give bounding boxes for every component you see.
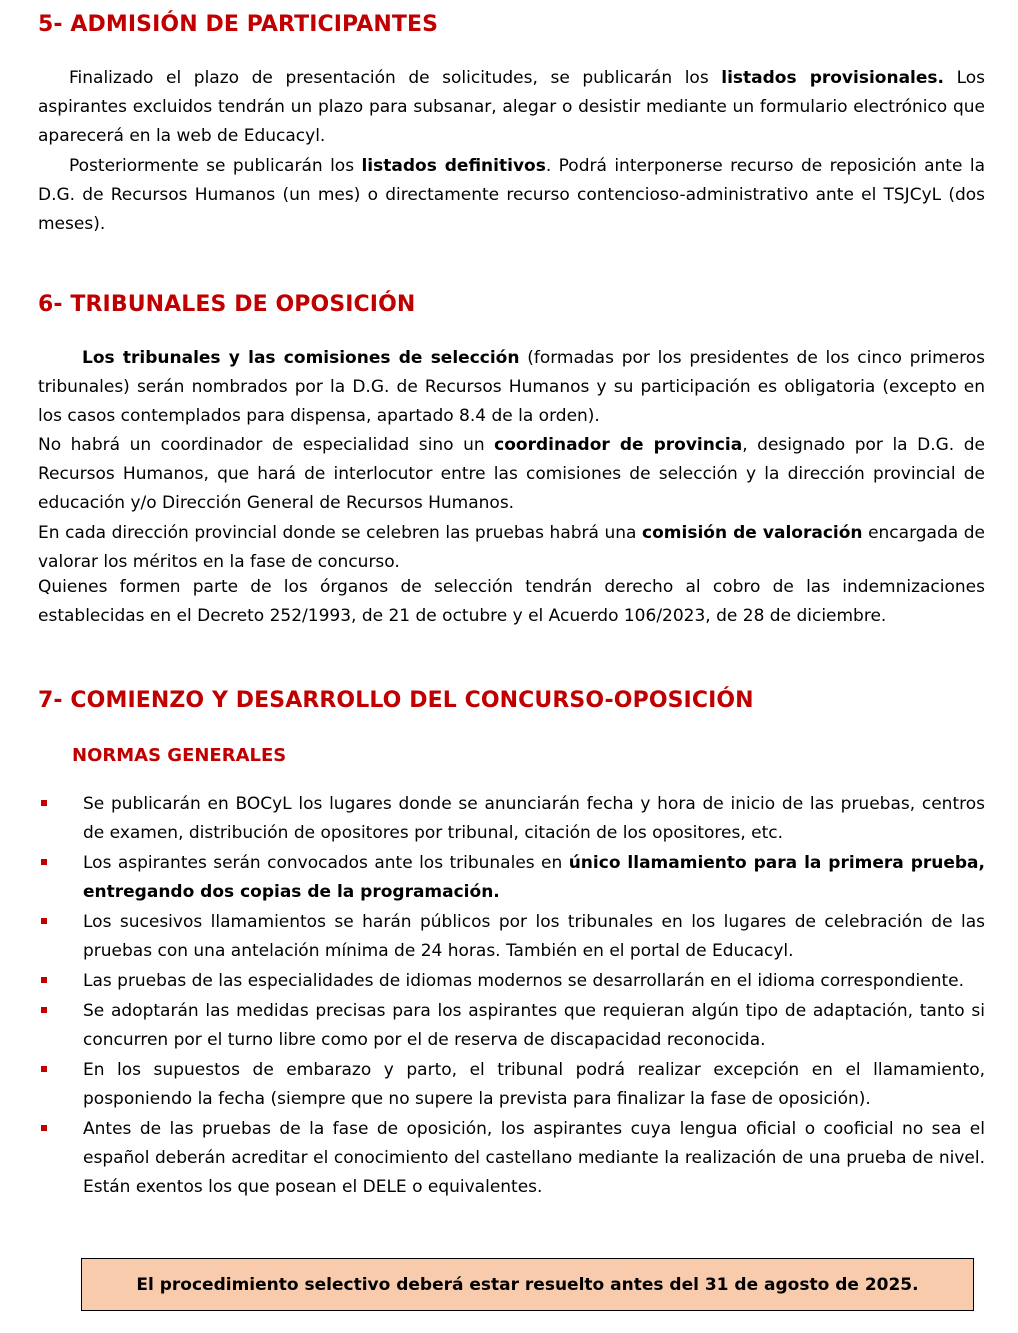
bold-text: único llamamiento para la primera prueba, entregando dos copias de la programación. — [83, 853, 985, 902]
section-5-title: 5- ADMISIÓN DE PARTICIPANTES — [38, 12, 439, 37]
list-item-text: Los sucesivos llamamientos se harán públicos por los tribunales en los lugares de celebración de las pruebas con una antelación mínima de 24 horas. También en el portal de Educacyl. — [83, 912, 985, 961]
list-item-text: Las pruebas de las especialidades de idiomas modernos se desarrollarán en el idioma correspondiente. — [83, 971, 965, 991]
list-item-text: En los supuestos de embarazo y parto, el tribunal podrá realizar excepción en el llamamiento, posponiendo la fecha (siempre que no supere la prevista para finalizar la fase de oposición). — [83, 1060, 985, 1109]
square-bullet-icon — [41, 1007, 47, 1013]
section-7-title: 7- COMIENZO Y DESARROLLO DEL CONCURSO-OPOSICIÓN — [38, 688, 754, 713]
square-bullet-icon — [41, 1066, 47, 1072]
section-6-title: 6- TRIBUNALES DE OPOSICIÓN — [38, 292, 416, 317]
text-run: . Podrá interponerse recurso de reposición ante la D.G. de Recursos Humanos (un mes) o directamente recurso contencioso-administrativo ante el TSJCyL (dos meses). — [38, 156, 985, 234]
bold-text: Los tribunales y las comisiones de selección — [82, 348, 520, 368]
square-bullet-icon — [41, 977, 47, 983]
text-run: En cada dirección provincial donde se celebren las pruebas habrá una — [38, 523, 643, 543]
section-6-paragraph-2 — [38, 431, 985, 518]
square-bullet-icon — [41, 1125, 47, 1131]
text-run: Finalizado el plazo de presentación de solicitudes, se publicarán los — [69, 68, 722, 88]
text-run: Posteriormente se publicarán los — [69, 156, 362, 176]
list-item-text: Los aspirantes serán convocados ante los tribunales en — [83, 853, 569, 873]
section-6-paragraph-3 — [38, 519, 985, 577]
deadline-note-text: El procedimiento selectivo deberá estar resuelto antes del 31 de agosto de 2025. — [136, 1274, 919, 1295]
square-bullet-icon — [41, 918, 47, 924]
list-item — [38, 849, 985, 907]
list-item-text: Se publicarán en BOCyL los lugares donde se anunciarán fecha y hora de inicio de las pruebas, centros de examen, distribución de opositores por tribunal, citación de los opositores, etc. — [83, 794, 985, 843]
list-item — [38, 1056, 985, 1114]
normas-generales-list — [38, 790, 985, 1203]
normas-generales-subtitle: NORMAS GENERALES — [72, 745, 287, 766]
list-item — [38, 790, 985, 848]
bold-text: comisión de valoración — [642, 523, 863, 543]
text-run: Los aspirantes excluidos tendrán un plazo para subsanar, alegar o desistir mediante un formulario electrónico que aparecerá en la web de Educacyl. — [38, 68, 985, 146]
text-run: , designado por la D.G. de Recursos Humanos, que hará de interlocutor entre las comisiones de selección y la dirección provincial de educación y/o Dirección General de Recursos Humanos. — [38, 435, 985, 513]
list-item-text: Se adoptarán las medidas precisas para los aspirantes que requieran algún tipo de adaptación, tanto si concurren por el turno libre como por el de reserva de discapacidad reconocida. — [83, 1001, 985, 1050]
bold-text: coordinador de provincia — [494, 435, 743, 455]
square-bullet-icon — [41, 859, 47, 865]
text-run: (formadas por los presidentes de los cinco primeros tribunales) serán nombrados por la D.G. de Recursos Humanos y su participación es obligatoria (excepto en los casos contemplados para dispensa, apartado 8.4 de la orden). — [38, 348, 985, 426]
section-6-paragraph-4: Quienes formen parte de los órganos de selección tendrán derecho al cobro de las indemnizaciones establecidas en el Decreto 252/1993, de 21 de octubre y el Acuerdo 106/2023, de 28 de diciembre. — [38, 577, 985, 626]
section-5-paragraph-1 — [38, 64, 985, 151]
list-item — [38, 1115, 985, 1202]
square-bullet-icon — [41, 800, 47, 806]
list-item — [38, 967, 985, 996]
bold-text: listados definitivos — [361, 156, 546, 176]
bold-text: listados provisionales. — [721, 68, 944, 88]
section-6-paragraph-1 — [38, 344, 985, 431]
list-item — [38, 997, 985, 1055]
list-item — [38, 908, 985, 966]
text-run: No habrá un coordinador de especialidad sino un — [38, 435, 495, 455]
text-run: encargada de valorar los méritos en la fase de concurso. — [38, 523, 985, 572]
section-5-paragraph-2 — [38, 152, 985, 239]
list-item-text: Antes de las pruebas de la fase de oposición, los aspirantes cuya lengua oficial o cooficial no sea el español deberán acreditar el conocimiento del castellano mediante la realización de una prueba de nivel. Están exentos los que posean el DELE o equivalentes. — [83, 1119, 985, 1197]
deadline-note-box — [81, 1258, 974, 1311]
